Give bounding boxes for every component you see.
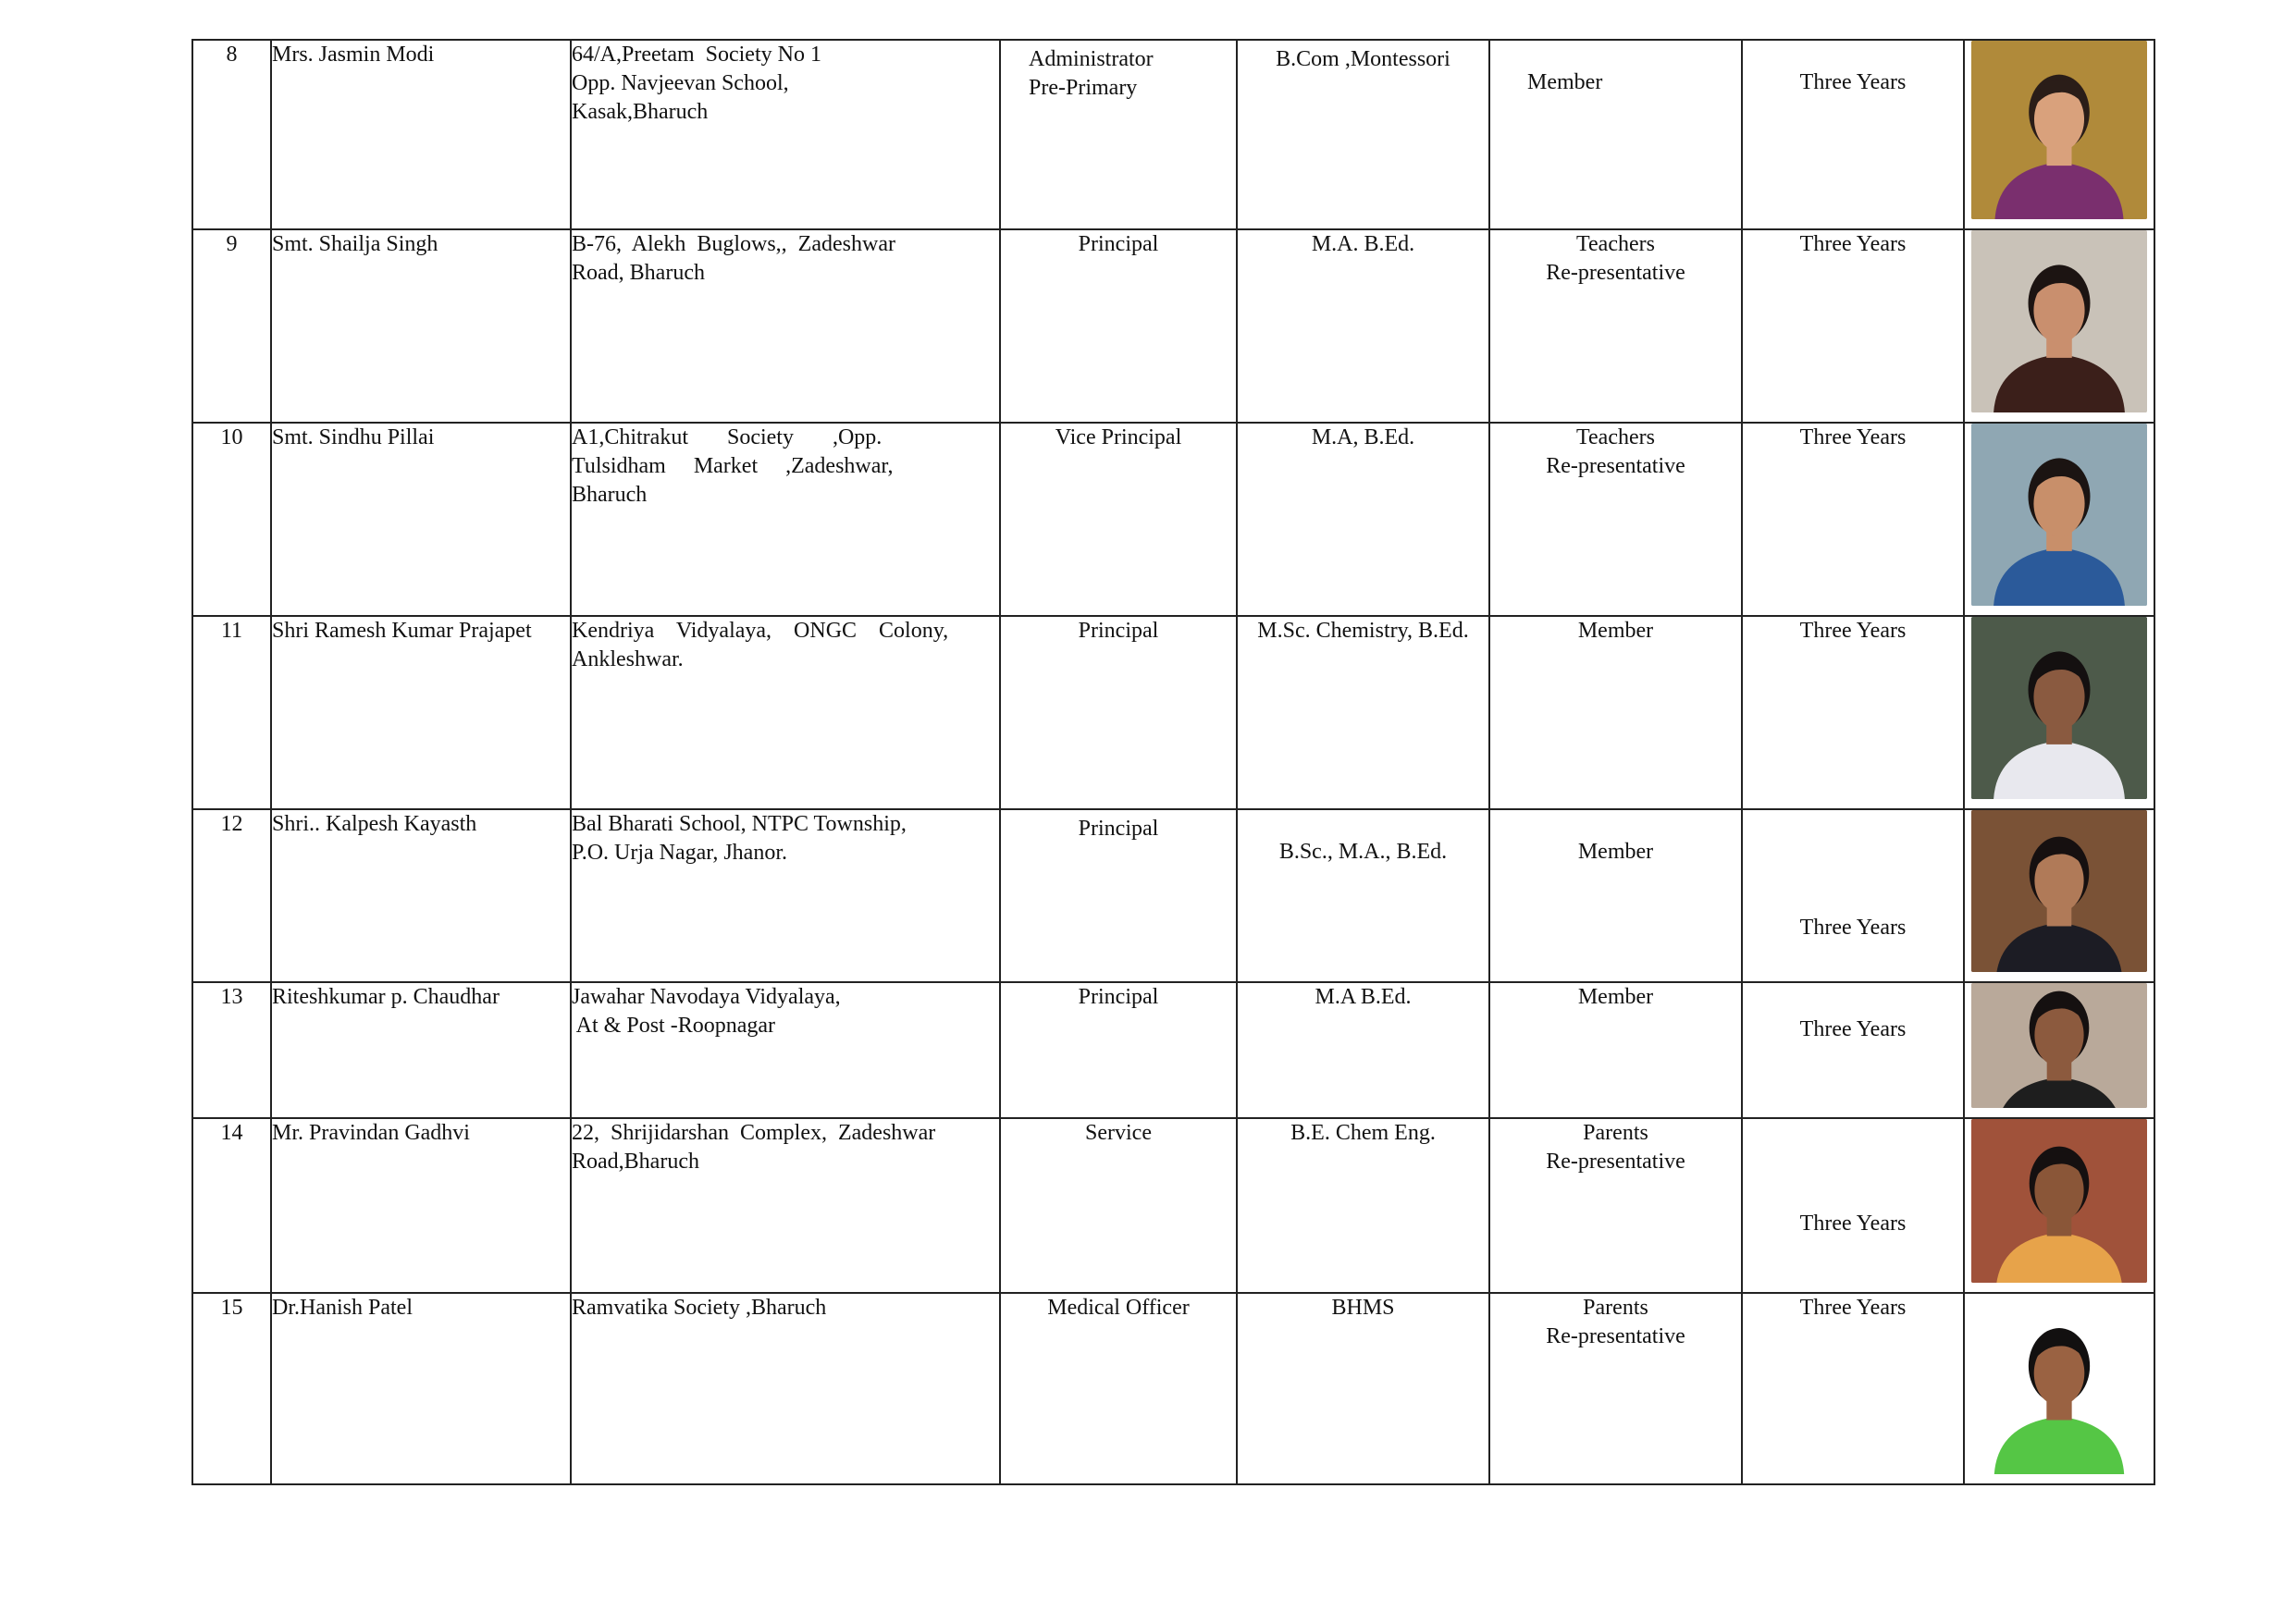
qualification: B.Com ,Montessori bbox=[1237, 40, 1489, 229]
occupation: Service bbox=[1000, 1118, 1237, 1293]
qualification: M.A, B.Ed. bbox=[1237, 423, 1489, 616]
portrait-illustration bbox=[1971, 983, 2147, 1108]
serial-number: 15 bbox=[192, 1293, 271, 1484]
tenure: Three Years bbox=[1742, 1293, 1964, 1484]
table-row bbox=[192, 423, 2154, 616]
member-photo bbox=[1964, 40, 2154, 229]
portrait-illustration bbox=[1971, 1294, 2147, 1474]
member-address bbox=[571, 809, 1000, 982]
tenure: Three Years bbox=[1742, 616, 1964, 809]
address-line: Opp. Navjeevan School, bbox=[572, 71, 789, 95]
serial-number: 11 bbox=[192, 616, 271, 809]
member-name: Dr.Hanish Patel bbox=[271, 1293, 571, 1484]
occupation: Principal bbox=[1000, 982, 1237, 1118]
tenure: Three Years bbox=[1742, 423, 1964, 616]
qualification: M.Sc. Chemistry, B.Ed. bbox=[1237, 616, 1489, 809]
table-row bbox=[192, 229, 2154, 423]
portrait-illustration bbox=[1971, 810, 2147, 972]
qualification: B.Sc., M.A., B.Ed. bbox=[1237, 809, 1489, 982]
tenure: Three Years bbox=[1742, 40, 1964, 229]
address-line: Kendriya Vidyalaya, ONGC Colony, bbox=[572, 619, 949, 643]
member-address bbox=[571, 1293, 1000, 1484]
member-address bbox=[571, 616, 1000, 809]
member-photo bbox=[1964, 982, 2154, 1118]
address-line: B-76, Alekh Buglows,, Zadeshwar bbox=[572, 232, 895, 256]
serial-number: 13 bbox=[192, 982, 271, 1118]
portrait-illustration bbox=[1971, 424, 2147, 606]
address-line: Tulsidham Market ,Zadeshwar, bbox=[572, 454, 894, 478]
serial-number: 8 bbox=[192, 40, 271, 229]
qualification: BHMS bbox=[1237, 1293, 1489, 1484]
tenure: Three Years bbox=[1742, 809, 1964, 982]
portrait-illustration bbox=[1971, 1119, 2147, 1283]
table-row bbox=[192, 1293, 2154, 1484]
address-line: Ankleshwar. bbox=[572, 647, 684, 671]
address-line: 22, Shrijidarshan Complex, Zadeshwar bbox=[572, 1121, 936, 1145]
portrait-illustration bbox=[1971, 41, 2147, 219]
member-address bbox=[571, 1118, 1000, 1293]
member-name: Shri.. Kalpesh Kayasth bbox=[271, 809, 571, 982]
address-line: Road, Bharuch bbox=[572, 261, 705, 285]
member-name: Shri Ramesh Kumar Prajapet bbox=[271, 616, 571, 809]
portrait-image bbox=[1971, 617, 2147, 799]
occupation: Administrator Pre-Primary bbox=[1000, 40, 1237, 229]
member-address bbox=[571, 982, 1000, 1118]
portrait-image bbox=[1971, 1294, 2147, 1474]
address-line: Road,Bharuch bbox=[572, 1150, 699, 1174]
portrait-image bbox=[1971, 41, 2147, 219]
address-line: Jawahar Navodaya Vidyalaya, bbox=[572, 985, 841, 1009]
portrait-image bbox=[1971, 230, 2147, 412]
portrait-image bbox=[1971, 1119, 2147, 1283]
serial-number: 12 bbox=[192, 809, 271, 982]
member-address bbox=[571, 40, 1000, 229]
address-line: Ramvatika Society ,Bharuch bbox=[572, 1296, 827, 1320]
serial-number: 9 bbox=[192, 229, 271, 423]
address-line: At & Post -Roopnagar bbox=[572, 1014, 775, 1038]
portrait-illustration bbox=[1971, 230, 2147, 412]
address-line: P.O. Urja Nagar, Jhanor. bbox=[572, 841, 787, 865]
member-name: Mrs. Jasmin Modi bbox=[271, 40, 571, 229]
member-name: Smt. Sindhu Pillai bbox=[271, 423, 571, 616]
committee-role: Parents Re-presentative bbox=[1489, 1293, 1742, 1484]
serial-number: 14 bbox=[192, 1118, 271, 1293]
member-name: Riteshkumar p. Chaudhar bbox=[271, 982, 571, 1118]
committee-role: Teachers Re-presentative bbox=[1489, 229, 1742, 423]
member-photo bbox=[1964, 616, 2154, 809]
member-photo bbox=[1964, 229, 2154, 423]
committee-role: Member bbox=[1489, 982, 1742, 1118]
occupation: Principal bbox=[1000, 809, 1237, 982]
member-address bbox=[571, 229, 1000, 423]
member-photo bbox=[1964, 1293, 2154, 1484]
occupation: Medical Officer bbox=[1000, 1293, 1237, 1484]
address-line: Kasak,Bharuch bbox=[572, 100, 709, 124]
address-line: 64/A,Preetam Society No 1 bbox=[572, 43, 821, 67]
committee-role: Member bbox=[1489, 616, 1742, 809]
qualification: B.E. Chem Eng. bbox=[1237, 1118, 1489, 1293]
table-row bbox=[192, 982, 2154, 1118]
qualification: M.A. B.Ed. bbox=[1237, 229, 1489, 423]
table-row bbox=[192, 40, 2154, 229]
table-row bbox=[192, 616, 2154, 809]
qualification: M.A B.Ed. bbox=[1237, 982, 1489, 1118]
portrait-image bbox=[1971, 983, 2147, 1108]
address-line: Bharuch bbox=[572, 483, 648, 507]
portrait-illustration bbox=[1971, 617, 2147, 799]
committee-role: Parents Re-presentative bbox=[1489, 1118, 1742, 1293]
member-name: Smt. Shailja Singh bbox=[271, 229, 571, 423]
tenure: Three Years bbox=[1742, 1118, 1964, 1293]
occupation: Vice Principal bbox=[1000, 423, 1237, 616]
member-photo bbox=[1964, 809, 2154, 982]
member-photo bbox=[1964, 423, 2154, 616]
committee-role: Member bbox=[1489, 40, 1742, 229]
member-name: Mr. Pravindan Gadhvi bbox=[271, 1118, 571, 1293]
tenure: Three Years bbox=[1742, 982, 1964, 1118]
address-line: Bal Bharati School, NTPC Township, bbox=[572, 812, 907, 836]
serial-number: 10 bbox=[192, 423, 271, 616]
portrait-image bbox=[1971, 424, 2147, 606]
committee-role: Member bbox=[1489, 809, 1742, 982]
occupation: Principal bbox=[1000, 229, 1237, 423]
committee-role: Teachers Re-presentative bbox=[1489, 423, 1742, 616]
address-line: A1,Chitrakut Society ,Opp. bbox=[572, 425, 883, 449]
portrait-image bbox=[1971, 810, 2147, 972]
table-row bbox=[192, 809, 2154, 982]
table-row bbox=[192, 1118, 2154, 1293]
tenure: Three Years bbox=[1742, 229, 1964, 423]
committee-members-table bbox=[191, 39, 2155, 1485]
occupation: Principal bbox=[1000, 616, 1237, 809]
member-address bbox=[571, 423, 1000, 616]
member-photo bbox=[1964, 1118, 2154, 1293]
